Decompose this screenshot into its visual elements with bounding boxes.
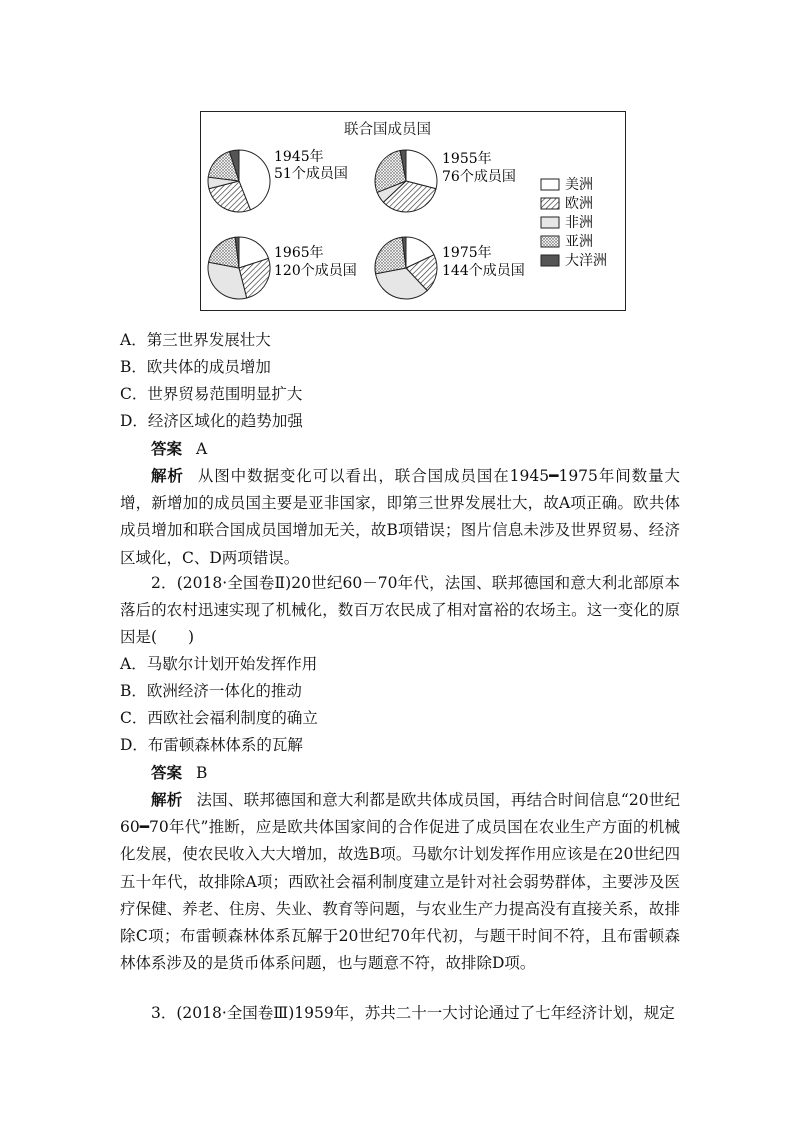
- pie-1955-count: 76个成员国: [442, 169, 516, 185]
- q2-stem: 2．(2018·全国卷Ⅱ)20世纪60－70年代，法国、联邦德国和意大利北部原本落后的农村迅速实现了机械化，数百万农民成了相对富裕的农场主。这一变化的原因是( ): [120, 574, 680, 647]
- pie-3-slice-asia: [375, 237, 406, 274]
- pie-charts-svg: [201, 112, 627, 312]
- pie-2-slice-asia: [209, 237, 239, 268]
- pie-1965-count: 120个成员国: [274, 263, 357, 279]
- legend-swatch-europe: [541, 198, 559, 209]
- legend-label-europe: 欧洲: [565, 196, 593, 212]
- q2-answer-line: [151, 759, 711, 787]
- q2-option-c: C．西欧社会福利制度的确立: [120, 709, 318, 727]
- legend-swatch-asia: [541, 236, 559, 247]
- q2-analysis: [120, 786, 680, 977]
- q1-option-a: A．第三世界发展壮大: [120, 331, 271, 349]
- pie-1965-year: 1965年: [274, 245, 324, 261]
- q1-option-b: B．欧共体的成员增加: [120, 358, 271, 376]
- q2-analysis-text: 法国、联邦德国和意大利都是欧共体成员国，再结合时间信息“20世纪60━70年代”推断，应是欧共体国家间的合作促进了成员国在农业生产方面的机械化发展，使农民收入大大增加，故选B项。马歇尔计划发挥作用应该是在20世纪四五十年代，故排除A项；西欧社会福利制度建立是针对社会弱势群体，主要涉及医疗保健、养老、住房、失业、教育等问题，与农业生产力提高没有直接关系，故排除C项；布雷顿森林体系瓦解于20世纪70年代初，与题干时间不符，且布雷顿森林体系涉及的是货币体系问题，也与题意不符，故排除D项。: [120, 791, 680, 973]
- q2-analysis-label: 解析: [151, 790, 183, 809]
- un-members-figure: [200, 111, 626, 311]
- pie-1955-year: 1955年: [442, 151, 492, 167]
- legend-label-americas: 美洲: [565, 177, 593, 193]
- q1-answer-line: [151, 435, 711, 463]
- q2-answer-label: 答案: [151, 763, 183, 782]
- legend-label-asia: 亚洲: [565, 234, 593, 250]
- legend-swatch-oceania: [541, 255, 559, 266]
- legend-label-oceania: 大洋洲: [565, 253, 607, 269]
- figure-title: 联合国成员国: [344, 122, 431, 138]
- q3-stem: 3．(2018·全国卷Ⅲ)1959年，苏共二十一大讨论通过了七年经济计划，规定: [151, 1004, 675, 1022]
- q1-answer-label: 答案: [151, 439, 183, 458]
- legend-swatch-africa: [541, 217, 559, 228]
- pie-1945-year: 1945年: [274, 149, 324, 165]
- q1-answer-value: A: [196, 440, 208, 458]
- q2-option-a: A．马歇尔计划开始发挥作用: [120, 655, 318, 673]
- q1-option-d: D．经济区域化的趋势加强: [120, 412, 303, 430]
- q1-analysis-text: 从图中数据变化可以看出，联合国成员国在1945━1975年间数量大增，新增加的成员国主要是亚非国家，即第三世界发展壮大，故A项正确。欧共体成员增加和联合国成员国增加无关，故B项错误；图片信息未涉及世界贸易、经济区域化，C、D两项错误。: [120, 467, 680, 567]
- legend-swatch-americas: [541, 179, 559, 190]
- legend: [541, 177, 607, 269]
- q1-analysis: [120, 462, 680, 572]
- pie-1945-count: 51个成员国: [274, 166, 348, 182]
- pie-1975-year: 1975年: [442, 245, 492, 261]
- q1-analysis-label: 解析: [151, 466, 184, 485]
- legend-label-africa: 非洲: [565, 215, 593, 231]
- pie-1975-count: 144个成员国: [442, 263, 525, 279]
- q1-option-c: C．世界贸易范围明显扩大: [120, 385, 303, 403]
- q2-answer-value: B: [196, 764, 208, 782]
- q2-option-d: D．布雷顿森林体系的瓦解: [120, 736, 303, 754]
- q2-option-b: B．欧洲经济一体化的推动: [120, 682, 302, 700]
